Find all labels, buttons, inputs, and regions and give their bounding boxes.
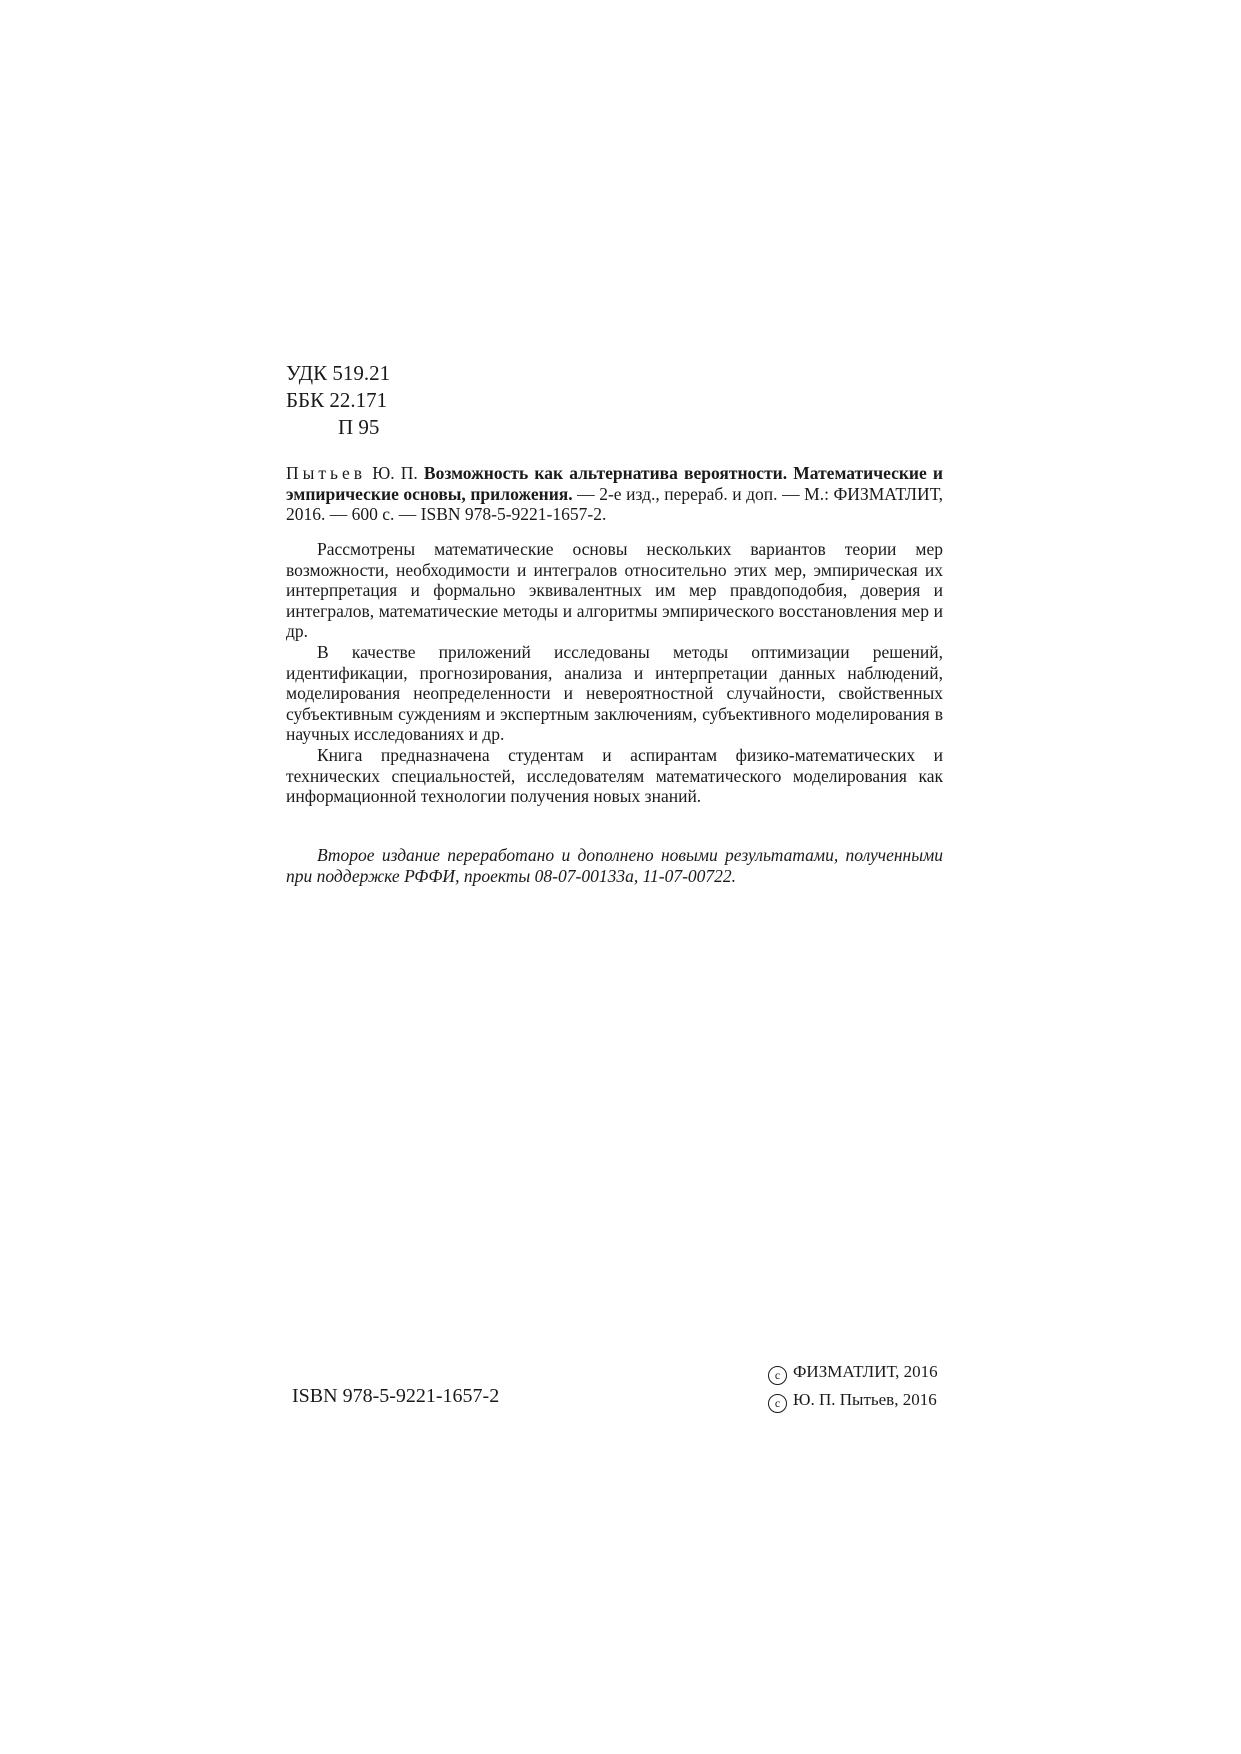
classification-codes	[286, 360, 390, 441]
abstract-paragraph: В качестве приложений исследованы методы оптимизации решений, идентификации, прогнозирования, анализа и интерпретации данных наблюдений, моделирования неопределенности и невероятностной случайности, свойственных субъективным суждениям и экспертным заключениям, субъективного моделирования в научных исследованиях и др.	[286, 641, 943, 745]
copyright-block	[768, 1358, 938, 1414]
copyright-icon: c	[768, 1394, 787, 1413]
copyright-publisher-text: ФИЗМАТЛИТ, 2016	[793, 1362, 938, 1381]
edition-note-text: Второе издание переработано и дополнено новыми результатами, полученными при поддержке РФФИ, проекты 08-07-00133а, 11-07-00722.	[286, 845, 943, 886]
publication-details: — 2-е изд., перераб. и доп. — М.: ФИЗМАТЛИТ, 2016. — 600 с. — ISBN 978-5-9221-1657-2.	[286, 483, 944, 525]
abstract-paragraph: Рассмотрены математические основы нескольких вариантов теории мер возможности, необходимости и интегралов относительно этих мер, эмпирическая их интерпретация и формально эквивалентных им мер правдоподобия, доверия и интегралов, математические методы и алгоритмы эмпирического восстановления мер и др.	[286, 539, 943, 642]
author-mark: П 95	[338, 415, 380, 439]
copyright-publisher	[768, 1358, 938, 1386]
book-title: Возможность как альтернатива вероятности. Математические и эмпирические основы, приложения.	[286, 463, 944, 504]
abstract-paragraph: Книга предназначена студентам и аспирантам физико-математических и технических специальностей, исследователям математического моделирования как информационной технологии получения новых знаний.	[286, 744, 943, 807]
udk-code: УДК 519.21	[286, 361, 391, 385]
bibliographic-entry	[286, 463, 943, 525]
bbk-code: ББК 22.171	[286, 388, 388, 412]
copyright-author	[768, 1386, 938, 1414]
edition-note	[286, 845, 943, 886]
isbn: ISBN 978-5-9221-1657-2	[292, 1385, 500, 1407]
author-initials: Ю. П.	[372, 463, 418, 483]
abstract	[286, 539, 943, 807]
copyright-icon: c	[768, 1366, 787, 1385]
copyright-author-text: Ю. П. Пытьев, 2016	[793, 1390, 937, 1409]
author-surname: Пытьев	[286, 463, 367, 483]
